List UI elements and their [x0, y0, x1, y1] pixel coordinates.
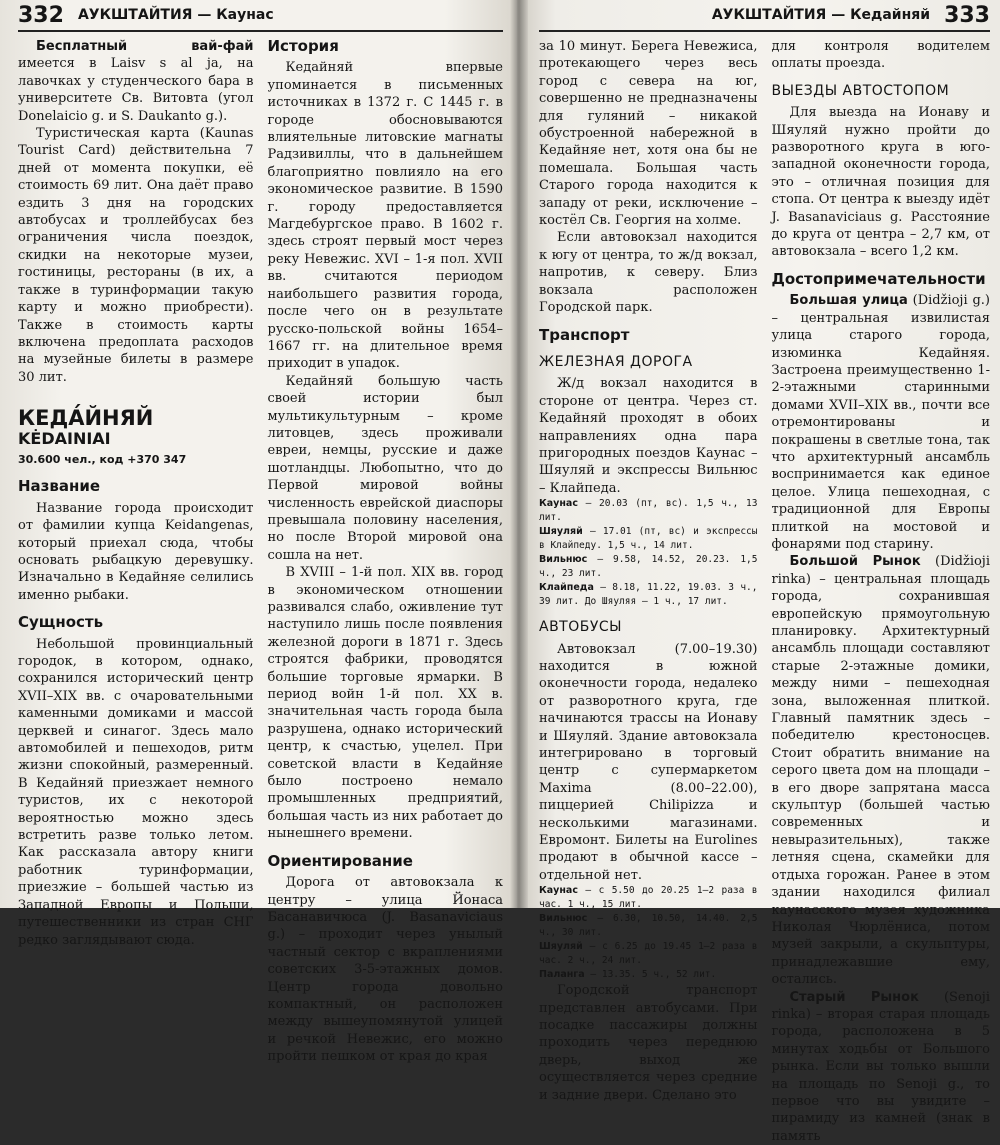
left-column-1	[18, 38, 254, 1066]
sight-name: Старый Рынок	[789, 989, 919, 1005]
wifi-lead: Бесплатный вай-фай	[36, 39, 254, 54]
schedule-city: Паланга	[539, 969, 585, 981]
station-paragraph: Если автовокзал находится к югу от центра, то ж/д вокзал, напротив, к северу. Близ вокзала расположен Городской парк.	[539, 230, 758, 316]
right-running-header	[539, 0, 990, 32]
left-page-number: 332	[18, 2, 64, 28]
left-header-title: АУКШТАЙТИЯ — Каунас	[77, 7, 274, 23]
tourist-card-paragraph: Туристическая карта (Kaunas Tourist Card) действительна 7 дней от момента покупки, её стоимость 69 лит. Она даёт право ездить 3 дня на городских автобусах и троллейбусах без ограничения числа поездок, скидки на некоторые музеи, гостиницы, рестораны (в их, а также в туринформации такую карту и можно приобрести). Также в стоимость карты включена предоплата расходов на музейные билеты в размере 30 лит.	[18, 126, 254, 385]
transport-heading: Транспорт	[539, 325, 630, 344]
schedule-text: – с 6.25 до 19.45 1–2 раза в час. 2 ч., 24 лит.	[539, 941, 758, 967]
schedule-item	[539, 968, 758, 982]
sight-name: Большая улица	[789, 293, 908, 309]
bus-paragraph: Автовокзал (7.00–19.30) находится в южной оконечности города, недалеко от разворотного круга, где начинаются трассы на Ионаву и Шяуляй. Здание автовокзала интегрировано в торговый центр с супермаркетом Maxima (8.00–22.00), пиццерией Chilipizza и несколькими магазинами. Евромонт. Билеты на Eurolines продают в обычной кассе – отдельной нет.	[539, 641, 758, 883]
schedule-item	[539, 525, 758, 553]
bus-schedule	[539, 884, 758, 982]
schedule-item	[539, 553, 758, 581]
city-title-lt: KĖDAINIAI	[18, 428, 111, 448]
history-heading: История	[267, 37, 339, 55]
right-page-number: 333	[944, 2, 990, 28]
continuation-paragraph: за 10 минут. Берега Невежиса, протекающего через весь город с севера на юг, совершенно не предназначены для гуляний – никакой обустроенной набережной в Кедайняе нет, хотя она бы не помешала. Большая часть Старого города находится к западу от реки, исключение – костёл Св. Георгия на холме.	[539, 39, 758, 229]
schedule-text: – 9.58, 14.52, 20.23. 1,5 ч., 23 лит.	[539, 554, 758, 580]
schedule-text: – 17.01 (пт, вс) и экспрессы в Клайпеду. 1,5 ч., 14 лит.	[539, 526, 758, 552]
right-column-2	[772, 38, 991, 1145]
continuation-paragraph-2: для контроля водителем оплаты проезда.	[771, 39, 990, 72]
sight-text: – центральная извилистая улица старого города, изюминка Кедайняя. Застроена преимущественно 1-2-этажными старинными домами XVII–XIX вв., почти все отремонтированы и покрашены в светлые тона, так что архитектурный ансамбль воспринимается как единое целое. Улица пешеходная, с традиционной для Европы плиткой на мостовой и фонарями под старину.	[771, 310, 990, 552]
city-title: КЕДА́ЙНЯЙ	[18, 406, 154, 431]
sight-text: – вторая старая площадь города, расположена в 5 минутах ходьбы от Большого рынка. Если вы только вышли на площадь по Senoji g., то первое что вы увидите – пирамиду из камней (знак в память	[771, 1006, 990, 1144]
schedule-city: Каунас	[539, 885, 578, 897]
history-paragraph-3: В XVIII – 1-й пол. XIX вв. город в экономическом отношении развивался слабо, оживление тут наступило лишь после появления железной дороги в 1871 г. Здесь строятся фабрики, проводятся большие торговые ярмарки. В период войн 1-й пол. XX в. значительная часть города была разрушена, однако исторический центр, к счастью, уцелел. При советской власти в Кедайняе было построено немало промышленных предприятий, большая часть из них работает до нынешнего времени.	[267, 565, 503, 842]
schedule-item	[539, 940, 758, 968]
schedule-city: Каунас	[539, 498, 578, 510]
left-column-2	[268, 38, 504, 1066]
right-column-1	[539, 38, 758, 1145]
sight-lt-name: (Senoji rinka)	[771, 989, 990, 1022]
wifi-paragraph	[18, 38, 254, 125]
schedule-item	[539, 912, 758, 940]
sight-paragraph	[772, 292, 991, 553]
schedule-text: – 8.18, 11.22, 19.03. 3 ч., 39 лит. До Шяуляя – 1 ч., 17 лит.	[539, 582, 758, 608]
essence-paragraph: Небольшой провинциальный городок, в котором, однако, сохранился исторический центр XVII–XIX вв. с очаровательными каменными домиками и массой церквей и синагог. Здесь мало автомобилей и пешеходов, ритм жизни спокойный, размеренный. В Кедайняй приезжает немного туристов, их с некоторой вероятностью можно здесь встретить разве только летом. Как рассказала автору книги работник туринформации, приезжие – большей частью из Западной Европы и Польши, путешественники из стран СНГ редко заглядывают сюда.	[18, 636, 254, 948]
city-meta: 30.600 чел., код +370 347	[18, 452, 187, 466]
rail-heading: ЖЕЛЕЗНАЯ ДОРОГА	[539, 353, 693, 370]
schedule-item	[539, 581, 758, 609]
right-page	[517, 0, 1000, 1144]
orient-paragraph: Дорога от автовокзала к центру – улица Йонаса Басанавичюса (J. Basanaviciaus g.) – проходит через унылый частный сектор с вкраплениями советских 3-5-этажных домов. Центр города довольно компактный, он расположен между вышеупомянутой улицей и речкой Невежис, его можно пройти пешком от края до края	[267, 875, 503, 1065]
schedule-text: – 20.03 (пт, вс). 1,5 ч., 13 лит.	[539, 498, 758, 524]
schedule-item	[539, 497, 758, 525]
bus-heading: АВТОБУСЫ	[539, 619, 623, 636]
sight-lt-name: (Didžioji g.)	[912, 293, 990, 309]
right-header-title: АУКШТАЙТИЯ — Кедайняй	[711, 7, 931, 23]
sight-lt-name: (Didžioji rinka)	[771, 554, 990, 587]
sight-paragraph	[772, 553, 991, 988]
history-paragraph-1: Кедайняй впервые упоминается в письменных источниках в 1372 г. С 1445 г. в городе обосновываются влиятельные литовские магнаты Радзивиллы, что в дальнейшем благоприятно повлияло на его экономическое развитие. В 1590 г. городу предоставляется Магдебургское право. В 1602 г. здесь строят первый мост через реку Невежис. XVI – 1-я пол. XVII вв. считаются периодом наибольшего развития города, после чего он в результате русско-польской войны 1654–1667 гг. на длительное время приходит в упадок.	[267, 60, 503, 372]
rail-schedule	[539, 497, 758, 609]
left-page	[0, 0, 517, 1065]
sights-heading: Достопримечательности	[771, 269, 986, 288]
sight-paragraph	[772, 989, 991, 1145]
sight-name: Большой Рынок	[789, 554, 921, 570]
schedule-city: Шяуляй	[539, 526, 583, 538]
essence-heading: Сущность	[18, 613, 104, 632]
left-running-header	[18, 0, 503, 32]
schedule-city: Вильнюс	[539, 913, 588, 925]
name-paragraph: Название города происходит от фамилии купца Keidangenas, который приехал сюда, чтобы основать рыбацкую деревушку. Изначально в Кедайняе селились именно рыбаки.	[18, 500, 254, 603]
schedule-city: Клайпеда	[539, 582, 594, 594]
schedule-text: – с 5.50 до 20.25 1–2 раза в час. 1 ч., 15 лит.	[539, 885, 758, 911]
name-heading: Название	[18, 477, 101, 496]
schedule-city: Шяуляй	[539, 941, 583, 953]
hitchhiking-heading: ВЫЕЗДЫ АВТОСТОПОМ	[771, 82, 950, 99]
orient-heading: Ориентирование	[267, 851, 413, 870]
city-transport-paragraph: Городской транспорт представлен автобусами. При посадке пассажиры должны проходить через переднюю дверь, выход же осуществляется через средние и задние двери. Сделано это	[539, 983, 758, 1103]
sight-text: – центральная площадь города, сохранившая европейскую прямоугольную планировку. Архитектурный ансамбль площади составляют старые 2-этажные домики, между ними – пешеходная зона, выложенная плиткой. Главный памятник здесь – победителю крестоносцев. Стоит обратить внимание на серого цвета дом на площади – в его дворе запрятана масса скульптур (большей частью современных и невыразительных), также летняя сцена, скамейки для отдыха горожан. Ранее в этом здании находился филиал каунасского музея художника Николая Чюрлёниса, потом музей закрыли, а скульптуры, принадлежавшие ему, остались.	[771, 571, 990, 988]
schedule-item	[539, 884, 758, 912]
rail-paragraph: Ж/д вокзал находится в стороне от центра. Через ст. Кедайняй проходят в обоих направлениях одна пара пригородных поездов Каунас – Шяуляй и экспрессы Вильнюс – Клайпеда.	[539, 376, 758, 496]
wifi-text: имеется в Laisv s al ja, на лавочках у студенческого бара в университете Св. Витовта (угол Donelaicio g. и S. Daukanto g.).	[18, 56, 254, 124]
hitchhiking-paragraph: Для выезда на Ионаву и Шяуляй нужно пройти до разворотного круга в юго-западной оконечности города, это – отличная позиция для стопа. От центра к выезду идёт J. Basanaviciaus g. Расстояние до круга от центра – 2,7 км, от автовокзала – всего 1,2 км.	[771, 105, 990, 260]
schedule-text: – 6.30, 10.50, 14.40. 2,5 ч., 30 лит.	[539, 913, 758, 939]
schedule-city: Вильнюс	[539, 554, 588, 566]
schedule-text: – 13.35. 5 ч., 52 лит.	[590, 969, 717, 981]
history-paragraph-2: Кедайняй большую часть своей истории был мультикультурным – кроме литовцев, здесь проживали евреи, немцы, русские и даже шотландцы. Любопытно, что до Первой мировой войны численность еврейской диаспоры превышала половину населения, но после Второй мировой она сошла на нет.	[267, 373, 503, 563]
